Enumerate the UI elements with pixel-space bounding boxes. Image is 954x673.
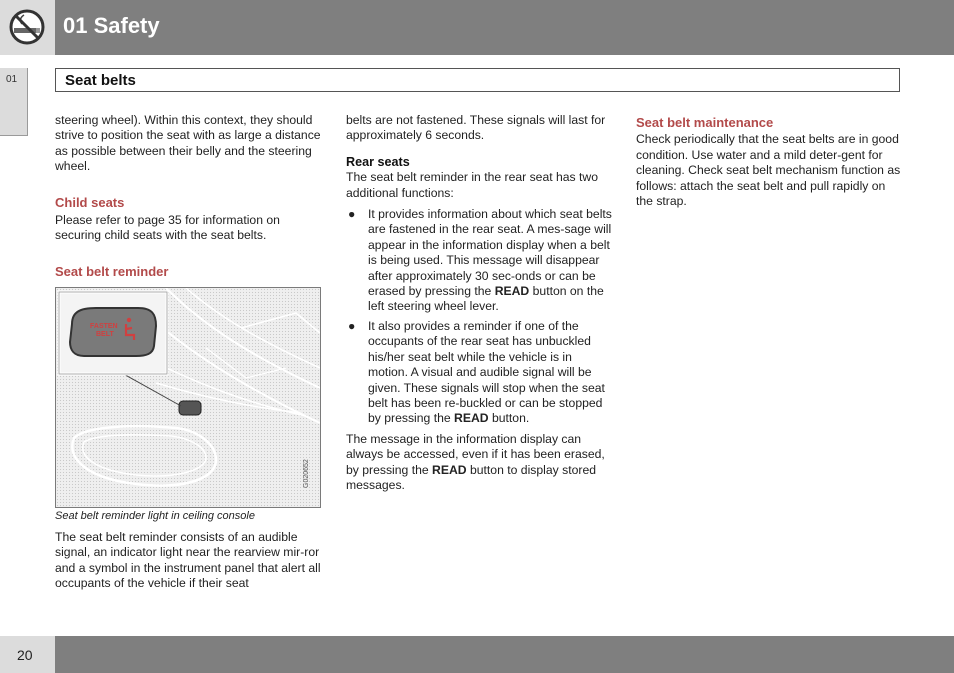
- paragraph: Check periodically that the seat belts are in good condition. Use water and a mild deter-gent for cleaning. Check seat belt mechanism function as follows: attach the seat belt and pull rapidly on the strap.: [636, 132, 901, 209]
- figure-code: G020652: [303, 459, 310, 488]
- chapter-title: 01 Safety: [63, 13, 160, 38]
- section-header: [55, 68, 900, 92]
- child-seats-heading: Child seats: [55, 194, 125, 210]
- column-3: [636, 115, 902, 209]
- no-smoking-icon: [0, 0, 55, 55]
- rear-seats-heading: Rear seats: [346, 154, 410, 169]
- column-1-continued: [55, 530, 321, 592]
- page-number: 20: [17, 647, 33, 663]
- paragraph: The seat belt reminder in the rear seat has two additional functions:: [346, 170, 599, 200]
- lamp-label-belt: BELT: [96, 331, 114, 338]
- section-title: Seat belts: [65, 72, 136, 89]
- figure-caption: Seat belt reminder light in ceiling console: [55, 510, 255, 522]
- paragraph: The seat belt reminder consists of an audible signal, an indicator light near the rearview mir-ror and a symbol in the instrument panel that alert all occupants of the vehicle if their seat: [55, 530, 321, 591]
- paragraph: belts are not fastened. These signals will last for approximately 6 seconds.: [346, 113, 606, 143]
- maintenance-heading: Seat belt maintenance: [636, 115, 774, 130]
- footer-bar: [0, 636, 954, 673]
- header-bar: [0, 0, 954, 55]
- list-item: ● It provides information about which seat belts are fastened in the rear seat. A mes-sage will appear in the information display when a belt is being used. This message will disappear after approximately 30 sec-onds or can be erased by pressing the READ button on the left steering wheel lever.: [348, 207, 612, 314]
- paragraph: steering wheel). Within this context, they should strive to position the seat with as large a distance as possible between their belly and the steering wheel.: [55, 113, 321, 174]
- paragraph: Please refer to page 35 for information on securing child seats with the seat belts.: [55, 213, 280, 243]
- seat-belt-reminder-heading: Seat belt reminder: [55, 263, 169, 279]
- lamp-label-fasten: FASTEN: [90, 323, 118, 330]
- page-number-box: [0, 636, 55, 673]
- chapter-tab: [0, 68, 28, 136]
- bullet-icon: ●: [348, 318, 356, 333]
- chapter-tab-label: 01: [6, 74, 18, 85]
- bullet-icon: ●: [348, 207, 356, 222]
- paragraph: The message in the information display can always be accessed, even if it has been erased, by pressing the READ button to display stored messages.: [346, 431, 605, 492]
- column-2: [346, 113, 612, 493]
- ceiling-console-illustration: [55, 287, 321, 508]
- list-item: ● It also provides a reminder if one of the occupants of the rear seat has unbuckled his/her seat belt while the vehicle is in motion. A visual and audible signal will be given. These signals will stop when the seat belt has been re-buckled or can be stopped by pressing the READ button.: [348, 318, 605, 426]
- column-1: [55, 113, 321, 279]
